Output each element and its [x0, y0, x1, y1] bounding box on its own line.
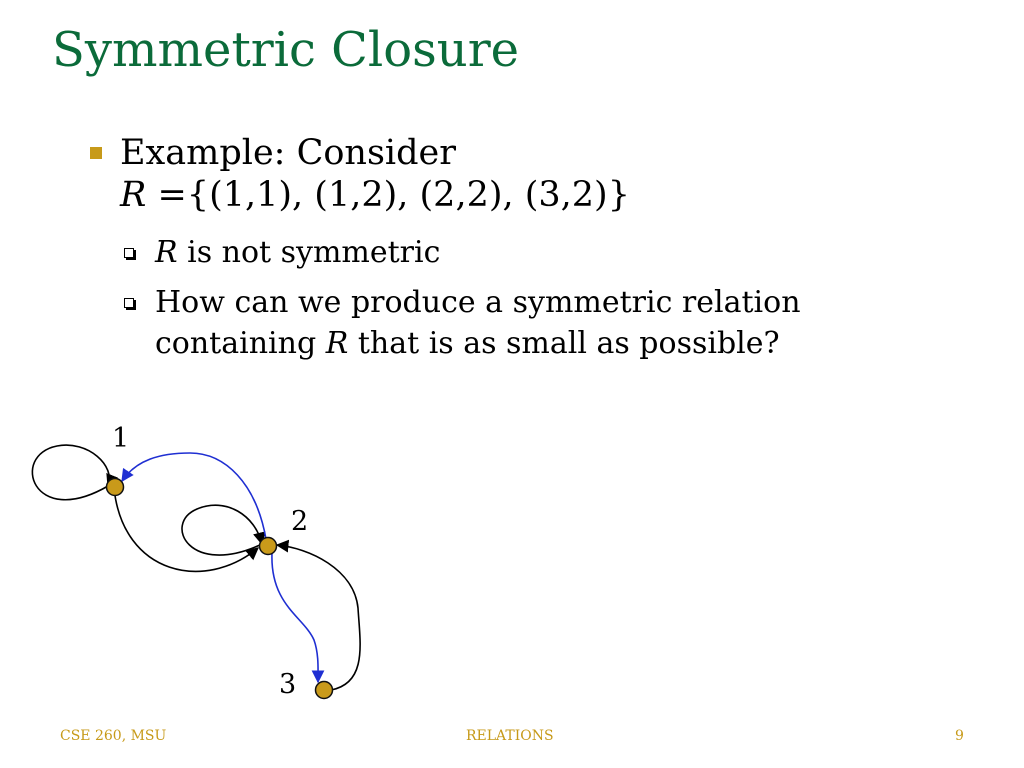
- question-line-1: How can we produce a symmetric relation: [155, 285, 801, 320]
- self-loop-edge-1: [32, 445, 109, 500]
- slide-title: Symmetric Closure: [52, 22, 520, 78]
- not-symmetric-text: is not symmetric: [177, 235, 441, 270]
- page-number: 9: [955, 728, 964, 744]
- relation-symbol: R: [155, 235, 178, 270]
- added-edge-2-to-3: [272, 553, 318, 682]
- node-label-1: 1: [112, 423, 130, 454]
- example-heading: Example: Consider: [120, 133, 456, 173]
- node-1: [107, 479, 124, 496]
- footer-section: RELATIONS: [466, 728, 554, 744]
- self-loop-edge-2: [182, 505, 262, 555]
- edge-1-to-2: [114, 488, 258, 571]
- question-line-2-suffix: that is as small as possible?: [348, 326, 780, 361]
- node-label-2: 2: [291, 506, 309, 537]
- relation-symbol: R: [120, 175, 147, 215]
- relation-set: ={(1,1), (1,2), (2,2), (3,2)}: [146, 175, 630, 215]
- footer-course: CSE 260, MSU: [60, 728, 167, 744]
- node-label-3: 3: [279, 669, 297, 700]
- added-edge-2-to-1: [122, 453, 266, 539]
- question-line-2-prefix: containing: [155, 326, 326, 361]
- relation-symbol: R: [325, 326, 349, 361]
- node-3: [316, 682, 333, 699]
- node-2: [260, 538, 277, 555]
